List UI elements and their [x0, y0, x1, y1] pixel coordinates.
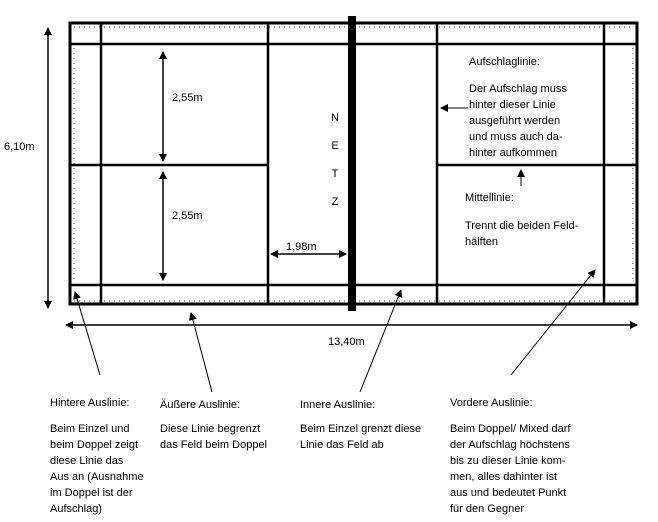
- length-total-label: 13,40m: [328, 336, 365, 348]
- height-total-label: 6,10m: [4, 141, 35, 153]
- callout-hintere-auslinie-title: Hintere Auslinie:: [50, 397, 130, 409]
- callout-aufschlaglinie-title: Aufschlaglinie:: [469, 56, 540, 68]
- callout-aeussere-auslinie-title: Äußere Auslinie:: [160, 399, 241, 411]
- callout-aeussere-auslinie-text: Diese Linie begrenzt das Feld beim Doppel: [160, 423, 268, 451]
- net-label: [328, 112, 342, 224]
- callout-mittellinie-title: Mittellinie:: [465, 192, 514, 204]
- short-service-label: 1,98m: [286, 241, 317, 253]
- net-letter: Z: [331, 196, 339, 208]
- callout-vordere-auslinie-text: Beim Doppel/ Mixed darf der Aufschlag höchstens bis zu dieser Linie kom- men, alles dahinter ist aus und bedeutet Punkt für den Gegner: [450, 423, 571, 515]
- service-half-top-label: 2,55m: [172, 92, 203, 104]
- net-letter: N: [331, 112, 339, 124]
- callout-aufschlaglinie-text: Der Aufschlag muss hinter dieser Linie ausgeführt werden und muss auch da- hinter aufkommen: [469, 83, 567, 159]
- callout-innere-auslinie-title: Innere Auslinie:: [300, 399, 376, 411]
- callout-hintere-auslinie-text: Beim Einzel und beim Doppel zeigt diese Linie das Aus an (Ausnahme im Doppel ist der Aufschlag): [50, 423, 144, 515]
- callout-vordere-auslinie-title: Vordere Auslinie:: [450, 397, 533, 409]
- callout-mittellinie-text: Trennt die beiden Feld- hälften: [465, 220, 579, 248]
- service-half-bottom-label: 2,55m: [172, 210, 203, 222]
- net: [348, 16, 356, 311]
- net-letter: E: [331, 140, 339, 152]
- net-letter: T: [331, 168, 339, 180]
- callout-innere-auslinie-text: Beim Einzel grenzt diese Linie das Feld ab: [300, 423, 422, 451]
